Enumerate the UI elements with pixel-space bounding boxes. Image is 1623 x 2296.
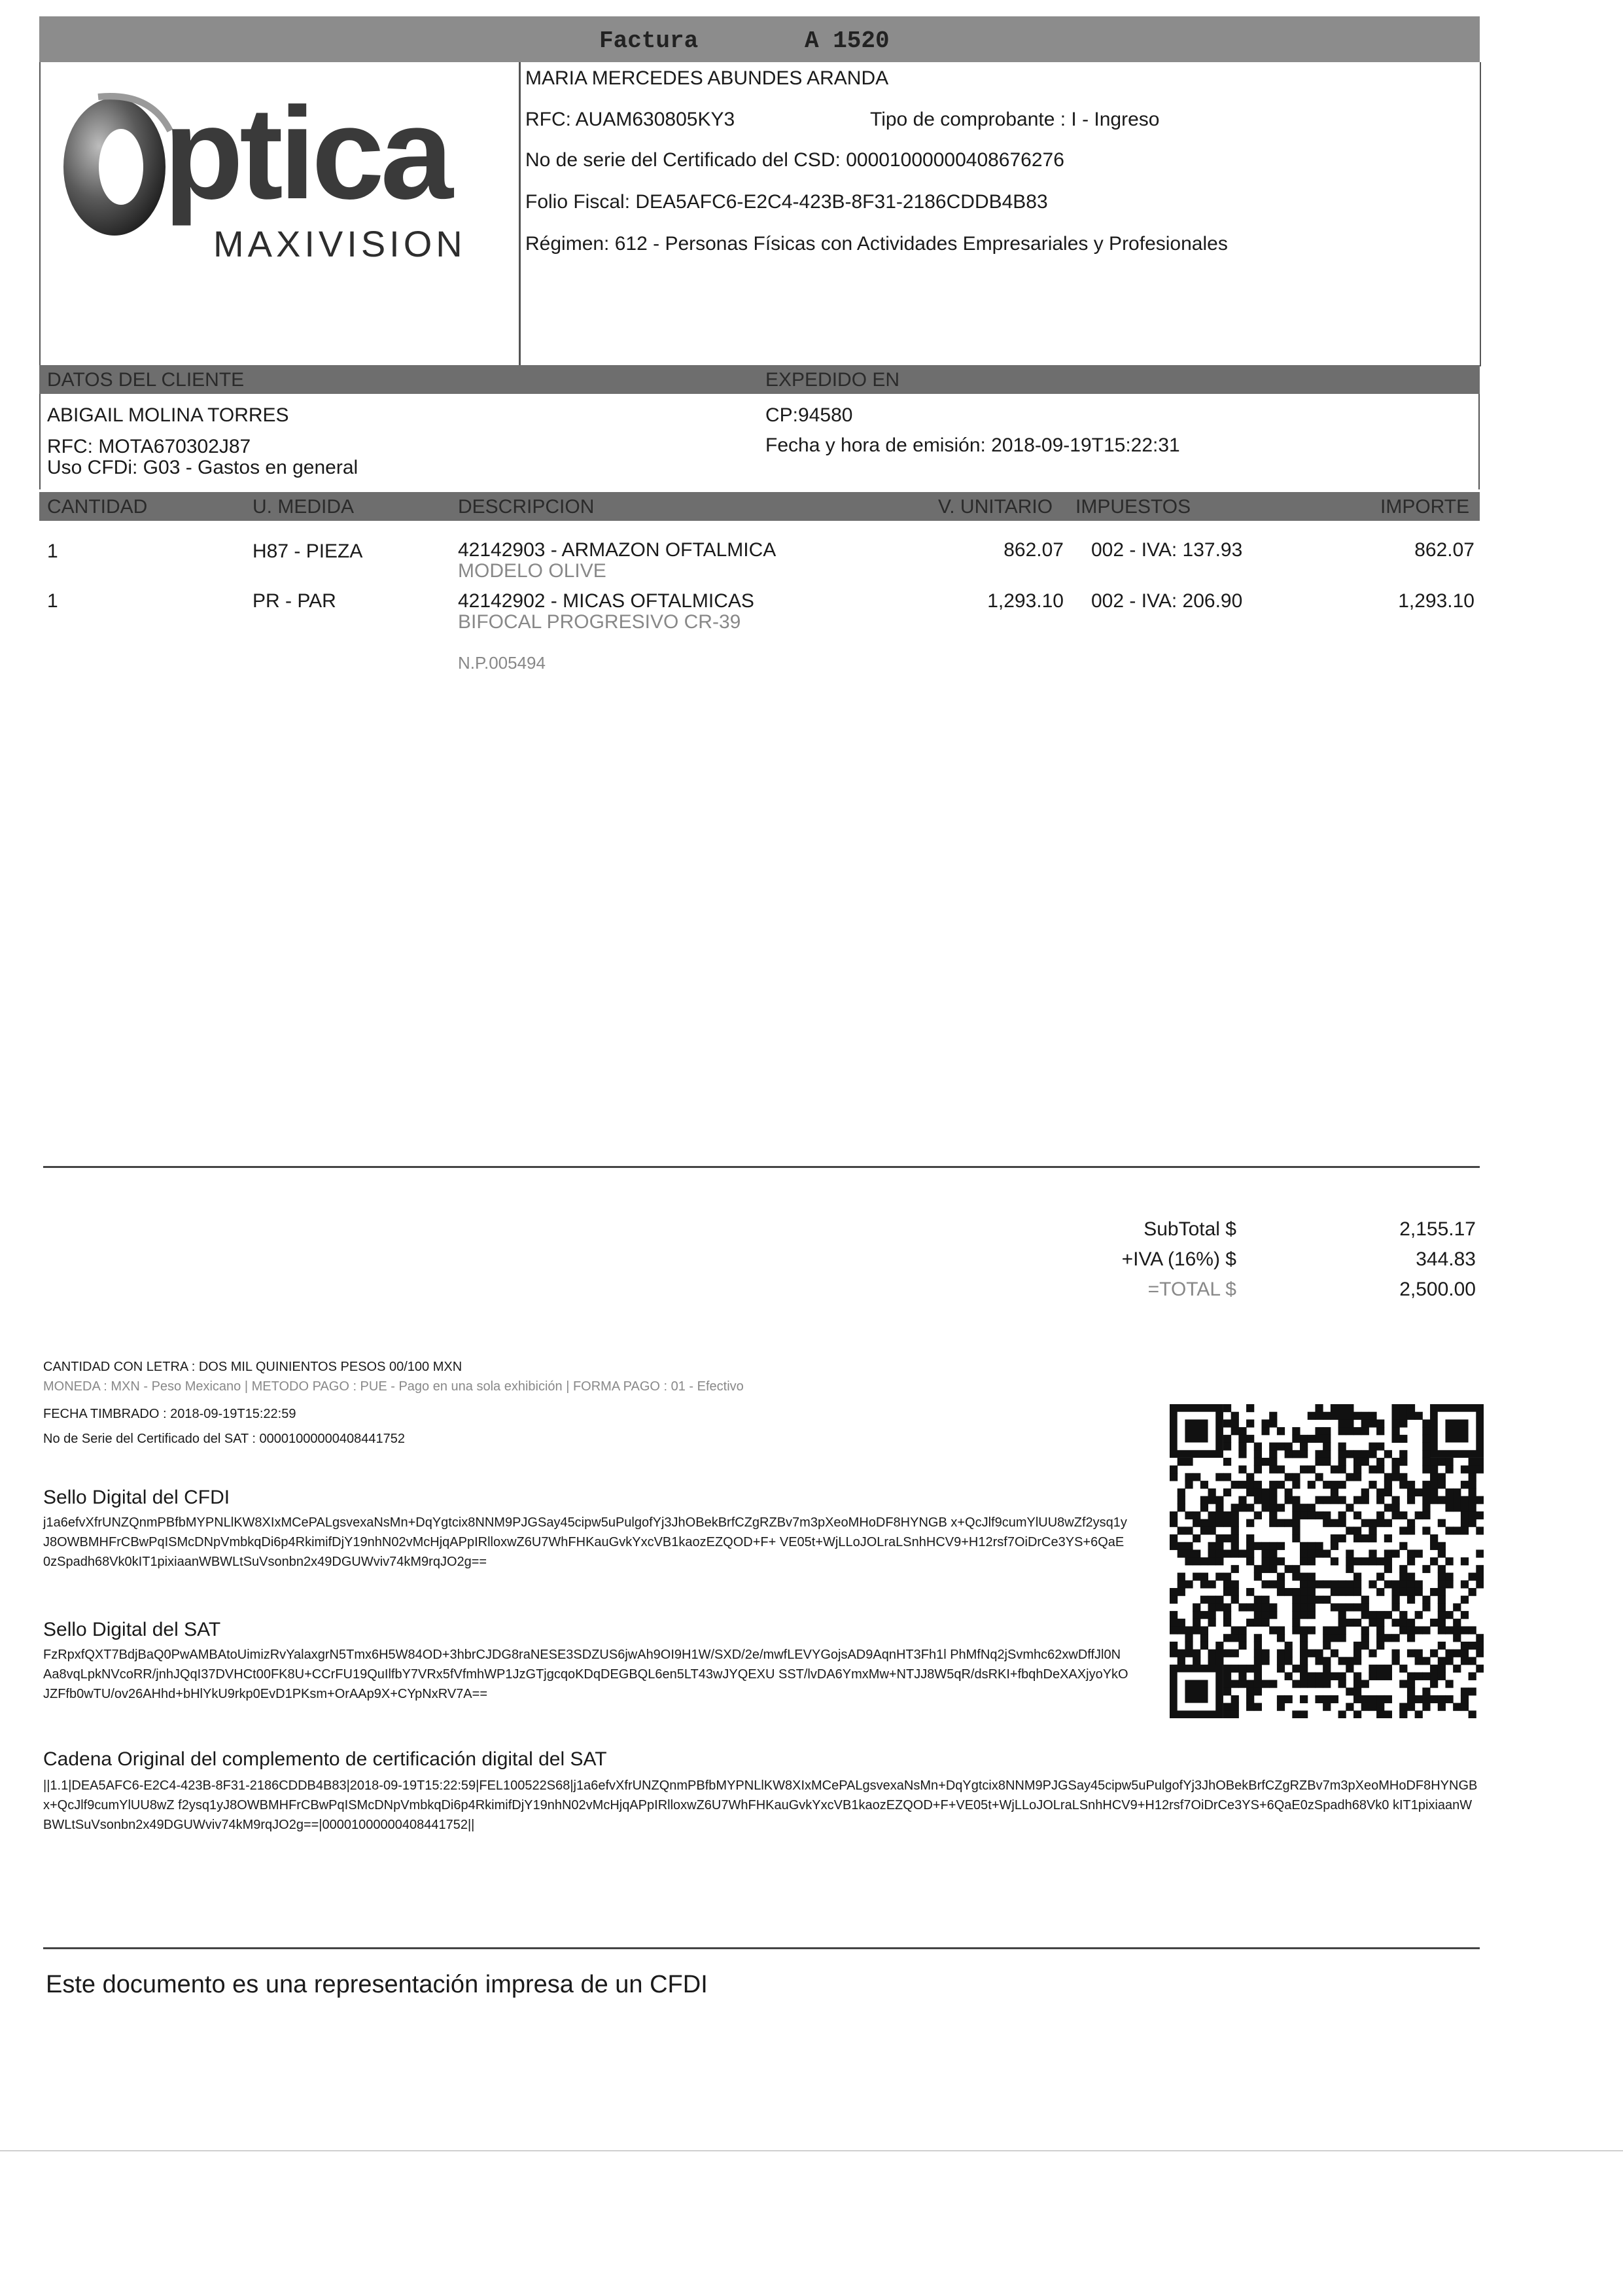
expedido-cp: CP:94580 (765, 404, 853, 426)
row1-cantidad: 1 (47, 540, 58, 562)
row1-desc1: 42142903 - ARMAZON OFTALMICA (458, 539, 777, 561)
col-descripcion: DESCRIPCION (458, 496, 595, 518)
row1-desc2: MODELO OLIVE (458, 560, 606, 582)
col-impuestos: IMPUESTOS (1075, 496, 1191, 518)
row2-cantidad: 1 (47, 590, 58, 612)
fecha-timbrado: FECHA TIMBRADO : 2018-09-19T15:22:59 (43, 1407, 296, 1421)
row1-importe: 862.07 (1414, 539, 1475, 561)
footer-separator (43, 1947, 1480, 1949)
client-header: DATOS DEL CLIENTE (47, 369, 245, 391)
sat-serial: No de Serie del Certificado del SAT : 00001000000408441752 (43, 1432, 405, 1446)
cadena-text: ||1.1|DEA5AFC6-E2C4-423B-8F31-2186CDDB4B83|2018-09-19T15:22:59|FEL100522S68|j1a6efvXfrUNZQnmPBfbMYPNLlKW8XIxMCePALgsvexaNsMn+DqYgtcix8NNM9PJGSay45cipw5uPulgofYj3JhOBekBrfCZgRZBv7m3pXeoMHoDF8HYNGBx+QcJlf9cumYlUU8wZ f2ysq1yJ8OWBMHFrCBwPqISMcDNpVmbkqDi6p4RkimifDjY19nhN02vMcHjqAPpIRlloxwZ6U7WhFHKauGvkYxcVB1kaozEZQOD+F+VE05t+WjLLoJOLraLSnhHCV9+H12rsf7OiDrCe3YS+6QaE0zSpadh68Vk0 kIT1pixiaanWBWLtSuVsonbn2x49DGUWviv74kM9rqJO2g==|00001000000408441752|| (43, 1778, 1478, 1832)
row1-unitario: 862.07 (1003, 539, 1064, 561)
total-label: =TOTAL $ (1147, 1279, 1236, 1300)
cadena-title: Cadena Original del complemento de certificación digital del SAT (43, 1748, 607, 1770)
expedido-header: EXPEDIDO EN (765, 369, 900, 391)
invoice-number: A 1520 (805, 27, 890, 54)
subtotal-label: SubTotal $ (1143, 1218, 1236, 1240)
qr-code (1170, 1404, 1484, 1718)
client-name: ABIGAIL MOLINA TORRES (47, 404, 289, 426)
col-unitario: V. UNITARIO (938, 496, 1053, 518)
iva-label: +IVA (16%) $ (1121, 1248, 1236, 1270)
col-importe: IMPORTE (1380, 496, 1470, 518)
logo-subtitle: MAXIVISION (213, 223, 466, 264)
row1-unidad: H87 - PIEZA (253, 540, 363, 562)
issuer-name: MARIA MERCEDES ABUNDES ARANDA (525, 67, 889, 89)
totals-separator (43, 1166, 1480, 1168)
cantidad-letra: CANTIDAD CON LETRA : DOS MIL QUINIENTOS PESOS 00/100 MXN (43, 1360, 462, 1374)
sello-cfdi-text: j1a6efvXfrUNZQnmPBfbMYPNLlKW8XIxMCePALgsvexaNsMn+DqYgtcix8NNM9PJGSay45cipw5uPulgofYj3JhOBekBrfCZgRZBv7m3pXeoMHoDF8HYNGB x+QcJlf9cumYlUU8wZf2ysq1yJ8OWBMHFrCBwPqISMcDNpVmbkqDi6p4RkimifDjY19nhN02vMcHjqAPpIRlloxwZ6U7WhFHKauGvkYxcVB1kaozEZQOD+F+ VE05t+WjLLoJOLraLSnhHCV9+H12rsf7OiDrCe3YS+6QaE0zSpadh68Vk0kIT1pixiaanWBWLtSuVsonbn2x49DGUWviv74kM9rqJO2g== (43, 1515, 1127, 1569)
subtotal-value: 2,155.17 (1399, 1218, 1476, 1240)
sello-sat-text: FzRpxfQXT7BdjBaQ0PwAMBAtoUimizRvYalaxgrN5Tmx6H5W84OD+3hbrCJDG8raNESE3SDZUS6jwAh9OI9H1W/SXD/2e/mwfLEVYGojsAD9AqnHT3Fh1l PhMfNq2jSvmhc62xwDffJl0NAa8vqLpkNVcoRR/jnhJQqI37DVHCt00FK8U+CCrFU19QuIlfbY7VRx5fVfmhWP1JzGTjgcqoKDqDEGBQL6en5LT43wJYQEXU SST/lvDA6YmxMw+NTJJ8W5qR/dsRKI+fbqhDeXAXjyoYkOJZFfb0wTU/ov26AHhd+bHlYkU9rkp0EvD1PKsm+OrAAp9X+CYpNxRV7A== (43, 1648, 1128, 1701)
folio-fiscal: Folio Fiscal: DEA5AFC6-E2C4-423B-8F31-2186CDDB4B83 (525, 191, 1048, 213)
moneda-metodo-forma: MONEDA : MXN - Peso Mexicano | METODO PAGO : PUE - Pago en una sola exhibición | FORMA PAGO : 01 - Efectivo (43, 1379, 744, 1394)
row2-unidad: PR - PAR (253, 590, 336, 612)
row1-impuestos: 002 - IVA: 137.93 (1091, 539, 1243, 561)
emission-date: Fecha y hora de emisión: 2018-09-19T15:22:31 (765, 434, 1180, 456)
row2-desc2: BIFOCAL PROGRESIVO CR-39 (458, 611, 741, 633)
csd-serial: No de serie del Certificado del CSD: 00001000000408676276 (525, 149, 1064, 171)
scan-edge (0, 2150, 1623, 2151)
iva-value: 344.83 (1416, 1248, 1476, 1270)
tipo-comprobante: Tipo de comprobante : I - Ingreso (870, 109, 1160, 130)
issuer-box (519, 62, 1481, 366)
issuer-rfc: RFC: AUAM630805KY3 (525, 109, 735, 130)
invoice-doc-type: Factura (599, 27, 699, 54)
logo-word: ptica (164, 80, 449, 226)
invoice-title-bar (39, 16, 1480, 62)
client-uso-cfdi: Uso CFDi: G03 - Gastos en general (47, 457, 358, 478)
sello-cfdi-title: Sello Digital del CFDI (43, 1487, 230, 1508)
qr-finder-pattern (1430, 1404, 1484, 1458)
row2-desc1: 42142902 - MICAS OFTALMICAS (458, 590, 754, 612)
row2-importe: 1,293.10 (1398, 590, 1475, 612)
client-rfc: RFC: MOTA670302J87 (47, 436, 251, 457)
col-cantidad: CANTIDAD (47, 496, 148, 518)
footer-note: Este documento es una representación impresa de un CFDI (46, 1971, 708, 1998)
col-unidad: U. MEDIDA (253, 496, 355, 518)
row2-impuestos: 002 - IVA: 206.90 (1091, 590, 1243, 612)
total-value: 2,500.00 (1399, 1279, 1476, 1300)
sello-sat-title: Sello Digital del SAT (43, 1619, 221, 1640)
regimen-fiscal: Régimen: 612 - Personas Físicas con Actividades Empresariales y Profesionales (525, 233, 1228, 255)
row2-unitario: 1,293.10 (987, 590, 1064, 612)
client-header-bar (39, 365, 1480, 394)
qr-finder-pattern (1170, 1404, 1223, 1458)
item-note: N.P.005494 (458, 653, 546, 673)
qr-finder-pattern (1170, 1665, 1223, 1718)
